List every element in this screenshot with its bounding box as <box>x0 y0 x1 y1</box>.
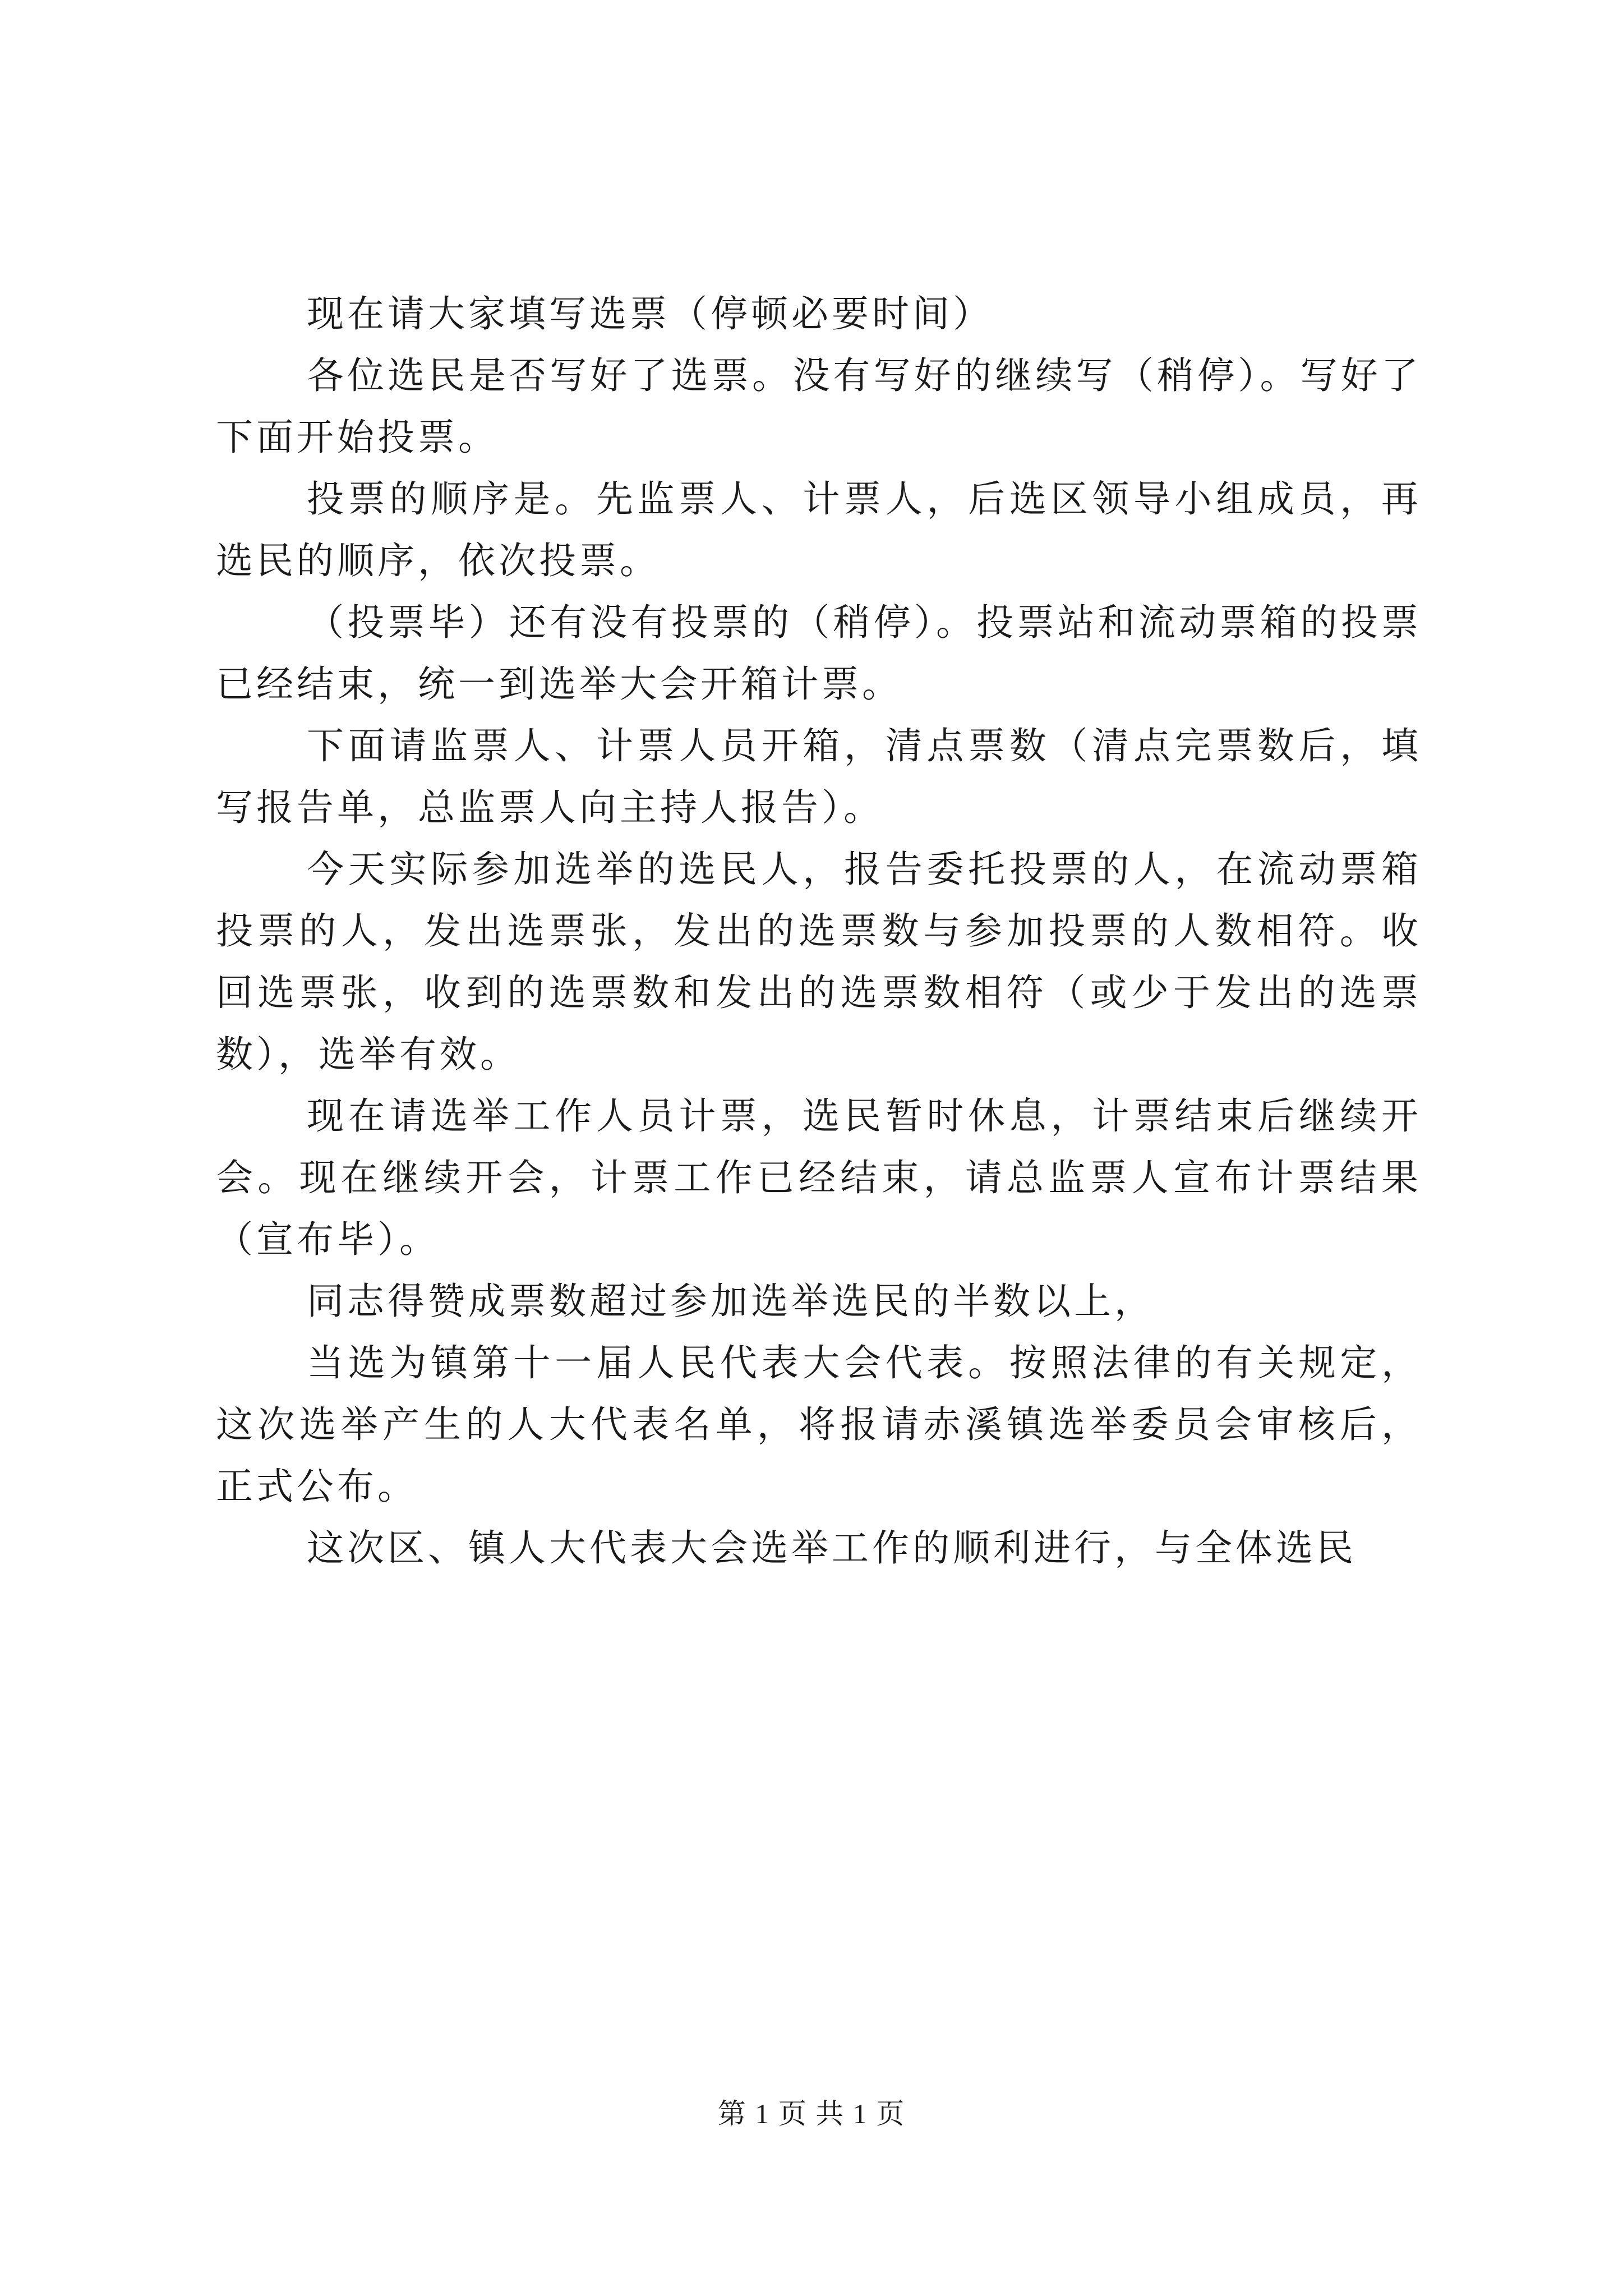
paragraph: （投票毕）还有没有投票的（稍停）。投票站和流动票箱的投票已经结束，统一到选举大会开箱计票。 <box>216 601 1422 706</box>
paragraph: 当选为镇第十一届人民代表大会代表。按照法律的有关规定，这次选举产生的人大代表名单，将报请赤溪镇选举委员会审核后，正式公布。 <box>216 1341 1422 1508</box>
paragraph: 这次区、镇人大代表大会选举工作的顺利进行，与全体选民 <box>307 1526 1357 1570</box>
paragraph: 下面请监票人、计票人员开箱，清点票数（清点完票数后，填写报告单，总监票人向主持人报告）。 <box>216 724 1422 829</box>
paragraph: 今天实际参加选举的选民人，报告委托投票的人，在流动票箱投票的人，发出选票张，发出的选票数与参加投票的人数相符。收回选票张，收到的选票数和发出的选票数相符（或少于发出的选票数），选举有效。 <box>216 848 1422 1076</box>
paragraph: 现在请大家填写选票（停顿必要时间） <box>307 292 993 335</box>
paragraph: 投票的顺序是。先监票人、计票人，后选区领导小组成员，再选民的顺序，依次投票。 <box>216 477 1422 582</box>
paragraph: 现在请选举工作人员计票，选民暂时休息，计票结束后继续开会。现在继续开会，计票工作已经结束，请总监票人宣布计票结果（宣布毕）。 <box>216 1094 1422 1261</box>
document-body <box>216 283 1422 1579</box>
page-footer: 第 1 页 共 1 页 <box>717 2098 906 2129</box>
paragraph: 各位选民是否写好了选票。没有写好的继续写（稍停）。写好了下面开始投票。 <box>216 354 1422 459</box>
paragraph: 同志得赞成票数超过参加选举选民的半数以上， <box>307 1280 1155 1323</box>
